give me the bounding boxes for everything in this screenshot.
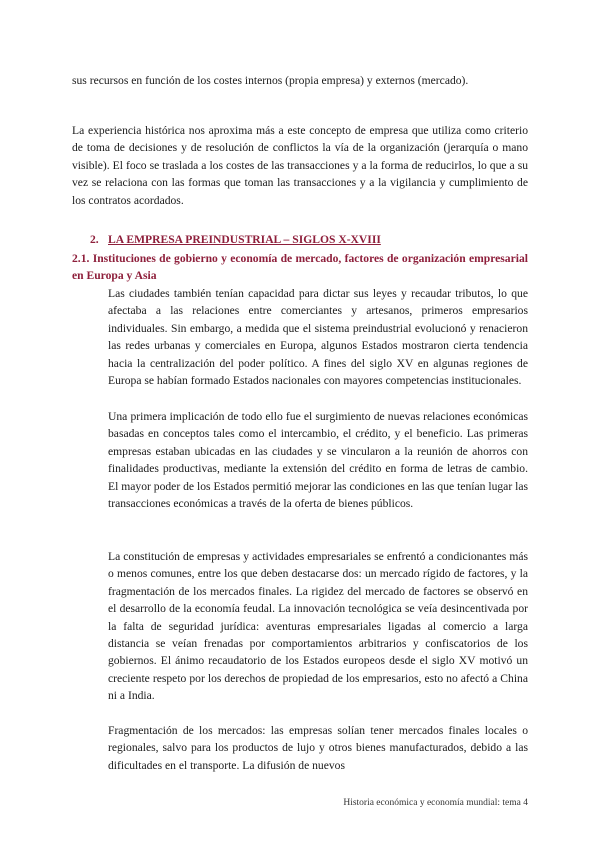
section-number: 2. — [90, 233, 99, 246]
paragraph-experience: La experiencia histórica nos aproxima más a este concepto de empresa que utiliza como criterio de toma de decisiones y de resolución de conflictos la vía de la organización (jerarquía o mano visible). El foco se traslada a los costes de las transacciones y a la forma de reducirlos, lo que a su vez se relaciona con las formas que toman las transacciones y a la vigilancia y cumplimiento de los contratos acordados. — [72, 124, 528, 207]
body-paragraph-4: Fragmentación de los mercados: las empresas solían tener mercados finales locales o regionales, salvo para los productos de lujo y otros bienes manufacturados, debido a las dificultades en el transporte. La difusión de nuevos — [108, 724, 528, 772]
subsection-heading: 2.1. Instituciones de gobierno y economía de mercado, factores de organización empresarial en Europa y Asia — [72, 252, 528, 283]
body-paragraph-2: Una primera implicación de todo ello fue el surgimiento de nuevas relaciones económicas basadas en conceptos tales como el intercambio, el crédito, y el beneficio. Las primeras empresas estaban ubicadas en las ciudades y se vincularon a la reunión de ahorros con finalidades productivas, mediante la extensión del crédito en forma de letras de cambio. El mayor poder de los Estados permitió mejorar las condiciones en las que tenían lugar las transacciones económicas a través de la oferta de bienes públicos. — [108, 410, 528, 511]
paragraph-intro: sus recursos en función de los costes internos (propia empresa) y externos (mercado). — [72, 74, 469, 87]
body-paragraph-1: Las ciudades también tenían capacidad para dictar sus leyes y recaudar tributos, lo que afectaba a las relaciones entre comerciantes y artesanos, primeros empresarios individuales. Sin embargo, a medida que el sistema preindustrial evolucionó y renacieron las redes urbanas y comerciales en Europa, algunos Estados mostraron cierta tendencia hacia la centralización del poder político. A fines del siglo XV en algunas regiones de Europa se habían formado Estados nacionales con mayores competencias institucionales. — [108, 287, 528, 388]
page-footer: Historia económica y economía mundial: tema 4 — [343, 798, 528, 808]
section-title: LA EMPRESA PREINDUSTRIAL – SIGLOS X-XVIII — [108, 233, 381, 246]
body-paragraph-3: La constitución de empresas y actividades empresariales se enfrentó a condicionantes más o menos comunes, entre los que deben destacarse dos: un mercado rígido de factores, y la fragmentación de los mercados finales. La rigidez del mercado de factores se observó en el desarrollo de la economía feudal. La innovación tecnológica se veía desincentivada por la falta de seguridad jurídica: aventuras empresariales ligadas al comercio a larga distancia se veían frenadas por comportamientos arbitrarios y confiscatorios de los gobiernos. El ánimo recaudatorio de los Estados europeos desde el siglo XV motivó un creciente respeto por los derechos de propiedad de los empresarios, esto no afectó a China ni a India. — [108, 550, 528, 703]
section-heading — [90, 233, 381, 246]
